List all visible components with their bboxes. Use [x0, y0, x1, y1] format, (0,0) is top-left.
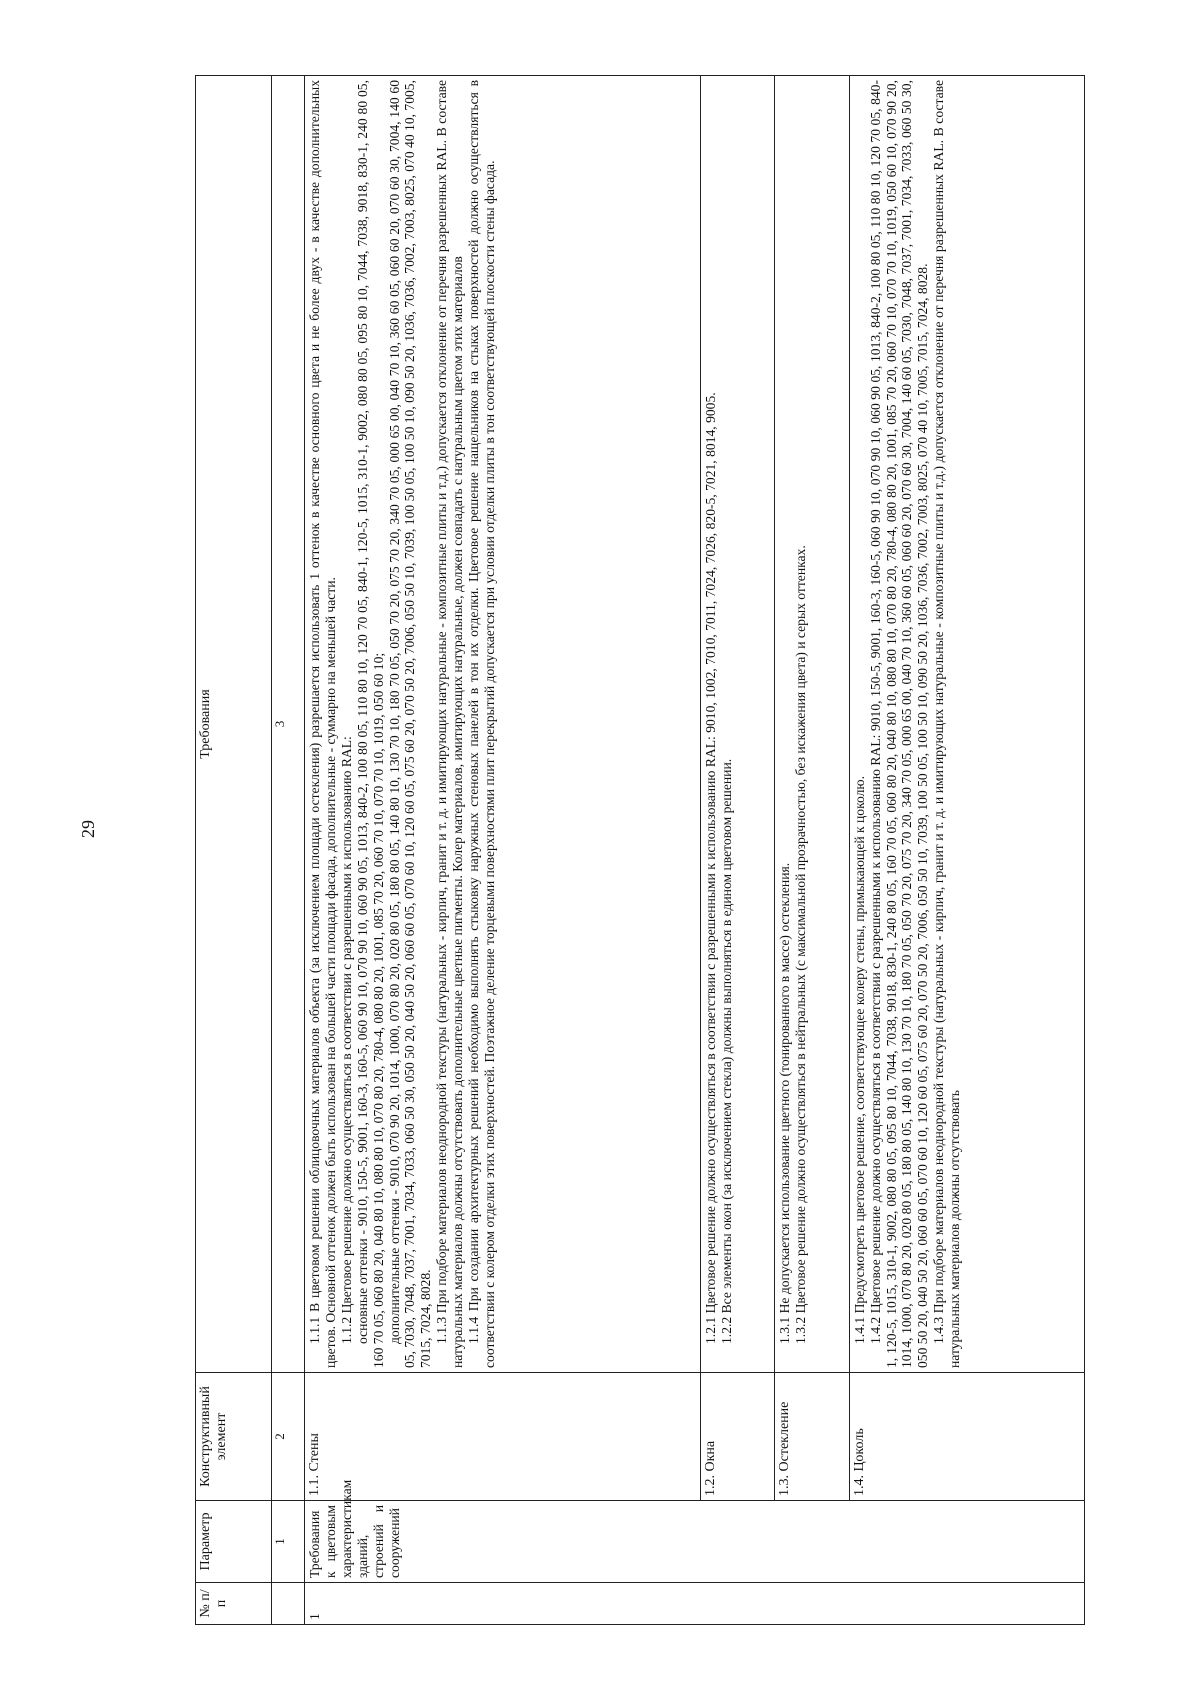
requirement-paragraph: 1.1.3 При подборе материалов неоднородной текстуры (натуральных - кирпич, гранит и т. д. и имитирующих натуральные - композитные плиты и т.д.) допускается отклонение от перечня разрешенных RAL. В составе натуральных материалов должны отсутствовать дополнительные цветные пигменты. Колер материалов, имитирующих натуральные, должен совпадать с натуральным цветом этих материалов	[434, 80, 466, 1368]
header-num: № п/п	[196, 1583, 272, 1625]
requirement-paragraph: дополнительные оттенки - 9010, 070 90 20, 1014, 1000, 070 80 20, 020 80 05, 180 80 05, 140 80 10, 130 70 10, 180 70 05, 050 70 20, 075 70 20, 340 70 05, 000 65 00, 040 70 10, 360 60 05, 060 60 20, 070 60 30, 7004, 140 60 05, 7030, 7048, 7037, 7001, 7034, 7033, 060 50 30, 050 50 20, 040 50 20, 060 60 05, 070 60 10, 120 60 05, 075 60 20, 070 50 20, 7006, 050 50 10, 7039, 100 50 05, 100 50 10, 090 50 20, 1036, 7036, 7002, 7003, 8025, 070 40 10, 7005, 7015, 7024, 8028.	[386, 79, 434, 1368]
parameter-cell: Требования к цветовым характеристикам зданий, строений и сооружений	[305, 1501, 1085, 1583]
requirements-windows	[701, 76, 775, 1373]
requirements-walls	[305, 76, 701, 1373]
element-windows: 1.2. Окна	[701, 1373, 775, 1501]
requirement-paragraph: 1.3.1 Не допускается использование цветного (тонированного в массе) остекления.	[777, 862, 793, 1344]
table-row-plinth	[849, 76, 1084, 1625]
requirements-glazing	[775, 76, 849, 1373]
column-number: 3	[272, 76, 305, 1373]
header-element: Конструктивный элемент	[196, 1373, 272, 1501]
table-row-walls	[305, 76, 701, 1625]
requirement-paragraph: 1.4.1 Предусмотреть цветовое решение, соответствующее колеру стены, примыкающей к цоколю.	[851, 776, 867, 1344]
column-number-row	[272, 76, 305, 1625]
requirement-paragraph: 1.1.4 При создании архитектурных решений необходимо выполнять стыковку наружных стеновых панелей в тон их отделки. Цветовое решение нащельников на стыках поверхностей должно осуществляться в соответствии с колером отделки этих поверхностей. Поэтажное деление торцевыми поверхностями плит перекрытий допускается при условии отделки плиты в тон соответствующей плоскости стены фасада.	[466, 80, 497, 1368]
requirement-paragraph: 1.4.3 При подборе материалов неоднородной текстуры (натуральных - кирпич, гранит и т. д. и имитирующих натуральные - композитные плиты и т.д.) допускается отклонение от перечня разрешенных RAL. В составе натуральных материалов должны отсутствовать	[931, 80, 963, 1368]
requirement-paragraph: 1.2.1 Цветовое решение должно осуществляться в соответствии с разрешенными к использованию RAL: 9010, 1002, 7010, 7011, 7024, 7026, 820-5, 7021, 8014, 9005.	[703, 392, 718, 1344]
requirements-table	[195, 75, 1085, 1625]
element-plinth: 1.4. Цоколь	[849, 1373, 1084, 1501]
element-glazing: 1.3. Остекление	[775, 1373, 849, 1501]
column-number-empty	[272, 1583, 305, 1625]
requirement-paragraph: 1.3.2 Цветовое решение должно осуществляться в нейтральных (с максимальной прозрачностью, без искажения цвета) и серых оттенках.	[793, 545, 809, 1344]
page-number: 29	[78, 820, 98, 838]
column-number: 2	[272, 1373, 305, 1501]
requirements-plinth	[849, 76, 1084, 1373]
requirement-paragraph: 1.1.2 Цветовое решение должно осуществляться в соответствии с разрешенными к использованию RAL:	[338, 736, 354, 1344]
header-parameter: Параметр	[196, 1501, 272, 1583]
requirement-paragraph: 1.4.2 Цветовое решение должно осуществляться в соответствии с разрешенными к использованию RAL: 9010, 150-5, 9001, 160-3, 160-5, 060 90 10, 070 90 10, 060 90 05, 1013, 840-2, 100 80 05, 110 80 10, 120 70 05, 840-1, 120-5, 1015, 310-1, 9002, 080 80 05, 095 80 10, 7044, 7038, 9018, 830-1, 240 80 05, 160 70 05, 060 80 20, 040 80 10, 080 80 10, 070 80 20, 780-4, 080 80 20, 1001, 085 70 20, 060 70 10, 070 70 10, 1019, 050 60 10, 070 90 20, 1014, 1000, 070 80 20, 020 80 05, 180 80 05, 140 80 10, 130 70 10, 180 70 05, 050 70 20, 075 70 20, 340 70 05, 000 65 00, 040 70 10, 360 60 05, 060 60 20, 070 60 30, 7004, 140 60 05, 7030, 7048, 7037, 7001, 7034, 7033, 060 50 30, 050 50 20, 040 50 20, 060 60 05, 070 60 10, 120 60 05, 075 60 20, 070 50 20, 7006, 050 50 10, 7039, 100 50 05, 100 50 10, 090 50 20, 1036, 7036, 7002, 7003, 8025, 070 40 10, 7005, 7015, 7024, 8028.	[867, 80, 931, 1368]
row-number: 1	[305, 1583, 1085, 1625]
requirement-paragraph: 1.2.2 Все элементы окон (за исключением стекла) должны выполняться в едином цветовом решении.	[718, 758, 734, 1344]
column-number: 1	[272, 1501, 305, 1583]
table-row-windows	[701, 76, 775, 1625]
element-walls: 1.1. Стены	[305, 1373, 701, 1501]
header-requirements: Требования	[196, 76, 272, 1373]
table-row-glazing	[775, 76, 849, 1625]
rotated-page-content	[195, 75, 1085, 1625]
requirement-paragraph: основные оттенки - 9010, 150-5, 9001, 160-3, 160-5, 060 90 10, 070 90 10, 060 90 05, 1013, 840-2, 100 80 05, 110 80 10, 120 70 05, 840-1, 120-5, 1015, 310-1, 9002, 080 80 05, 095 80 10, 7044, 7038, 9018, 830-1, 240 80 05, 160 70 05, 060 80 20, 040 80 10, 080 80 10, 070 80 20, 780-4, 080 80 20, 1001, 085 70 20, 060 70 10, 070 70 10, 1019, 050 60 10;	[354, 80, 386, 1368]
header-row	[196, 76, 272, 1625]
requirement-paragraph: 1.1.1 В цветовом решении облицовочных материалов объекта (за исключением площади остекления) разрешается использовать 1 оттенок в качестве основного цвета и не более двух - в качестве дополнительных цветов. Основной оттенок должен быть использован на большей части площади фасада, дополнительные - суммарно на меньшей части.	[307, 80, 339, 1368]
